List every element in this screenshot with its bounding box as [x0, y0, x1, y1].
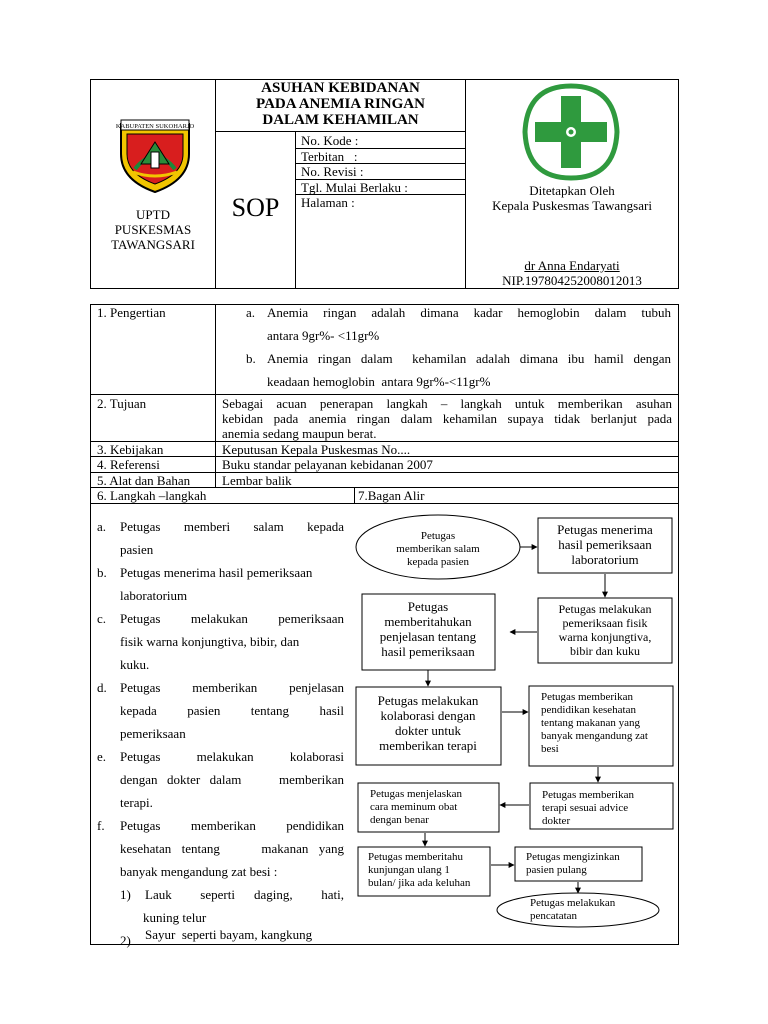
substep-2-marker: 2): [120, 933, 131, 948]
pengertian-item-a-line-1: Anemia ringan adalah dimana kadar hemoglobin dalam tubuh: [267, 305, 671, 320]
unit-line-3: TAWANGSARI: [111, 237, 195, 252]
flow-n10-line-1: Petugas mengizinkan: [526, 851, 620, 863]
step-c-line-3: kuku.: [120, 657, 150, 672]
flow-n5-line-1: Petugas melakukan: [377, 693, 479, 708]
flow-n8-line-2: cara meminum obat: [370, 801, 458, 813]
flow-n2-line-2: hasil pemeriksaan: [558, 537, 652, 552]
meta-field-revisi: No. Revisi :: [301, 164, 364, 179]
approver-name: dr Anna Endaryati: [524, 258, 620, 273]
label-langkah: 6. Langkah –langkah: [97, 488, 207, 503]
flow-n1-line-2: memberikan salam: [396, 543, 480, 555]
flow-n7-line-1: Petugas memberikan: [542, 789, 634, 801]
step-f-line-2: kesehatan tentang makanan yang: [120, 841, 344, 856]
sop-divider: [295, 131, 296, 289]
tujuan-line-2: kebidan pada anemia ringan dalam kehamilan supaya tidak berlanjut pada: [222, 411, 672, 426]
meta-field-tgl: Tgl. Mulai Berlaku :: [301, 180, 408, 195]
step-e-line-1: Petugas melakukan kolaborasi: [120, 749, 344, 764]
pengertian-item-a-line-2: antara 9gr%- <11gr%: [267, 328, 380, 343]
puskesmas-logo: [519, 82, 623, 182]
sop-label: SOP: [231, 193, 280, 222]
substep-1-marker: 1): [120, 887, 131, 902]
flow-n7-line-2: terapi sesuai advice: [542, 802, 629, 814]
flow-n9-line-2: kunjungan ulang 1: [368, 864, 450, 876]
step-a-line-1: Petugas memberi salam kepada: [120, 519, 344, 534]
flow-n6-line-5: besi: [541, 743, 559, 755]
flow-n5-line-3: dokter untuk: [394, 723, 462, 738]
page-title: [216, 80, 465, 128]
step-d-marker: d.: [97, 680, 107, 695]
unit-line-2: PUSKESMAS: [114, 222, 192, 237]
kebijakan-value: Keputusan Kepala Puskesmas No....: [222, 442, 411, 457]
flow-n6-line-1: Petugas memberikan: [541, 691, 633, 703]
label-col-divider: [215, 304, 216, 488]
flow-n9-line-1: Petugas memberitahu: [368, 851, 464, 863]
row-line-1: [90, 394, 679, 395]
meta-field-halaman: Halaman :: [301, 195, 355, 210]
step-c-line-1: Petugas melakukan pemeriksaan: [120, 611, 344, 626]
approval-line-2: Kepala Puskesmas Tawangsari: [492, 198, 652, 213]
pengertian-marker-a: a.: [246, 305, 256, 320]
flow-n4-line-2: memberitahukan: [384, 614, 472, 629]
flow-n4-line-3: penjelasan tentang: [379, 629, 477, 644]
flow-n1-line-3: kepada pasien: [407, 556, 469, 568]
title-line-1: ASUHAN KEBIDANAN: [261, 80, 420, 96]
flow-n9-line-3: bulan/ jika ada keluhan: [368, 877, 471, 889]
title-line-2: PADA ANEMIA RINGAN: [256, 96, 425, 112]
flow-n2-line-1: Petugas menerima: [557, 522, 653, 537]
flow-n6-line-2: pendidikan kesehatan: [541, 704, 636, 716]
approval-line-1: Ditetapkan Oleh: [529, 183, 615, 198]
substep-1-line-1: Lauk seperti daging, hati,: [145, 887, 344, 902]
step-b-marker: b.: [97, 565, 107, 580]
pengertian-item-b-line-2: keadaan hemoglobin antara 9gr%-<11gr%: [267, 374, 491, 389]
label-alat: 5. Alat dan Bahan: [97, 473, 191, 488]
step-e-line-3: terapi.: [120, 795, 153, 810]
flow-n3-line-4: bibir dan kuku: [570, 644, 640, 658]
step-f-line-3: banyak mengandung zat besi :: [120, 864, 278, 879]
label-tujuan: 2. Tujuan: [97, 396, 147, 411]
substep-2-line-1: Sayur seperti bayam, kangkung: [145, 927, 313, 942]
flow-n4-line-4: hasil pemeriksaan: [381, 644, 475, 659]
title-divider: [215, 131, 465, 132]
step-a-line-2: pasien: [120, 542, 154, 557]
logo-banner: KABUPATEN SUKOHARJO: [115, 123, 195, 130]
pengertian-marker-b: b.: [246, 351, 256, 366]
flow-n6-line-4: banyak mengandung zat: [541, 730, 648, 742]
flow-n10-line-2: pasien pulang: [526, 864, 587, 876]
flow-n3-line-2: pemeriksaan fisik: [562, 616, 648, 630]
meta-field-terbitan: Terbitan :: [301, 149, 358, 164]
step-e-line-2: dengan dokter dalam memberikan: [120, 772, 344, 787]
tujuan-line-3: anemia sedang maupun berat.: [222, 426, 377, 441]
flow-n3-line-3: warna konjungtiva,: [558, 630, 652, 644]
step-c-line-2: fisik warna konjungtiva, bibir, dan: [120, 634, 300, 649]
flow-n4-line-1: Petugas: [407, 599, 449, 614]
step-b-line-1: Petugas menerima hasil pemeriksaan: [120, 565, 313, 580]
substep-1-line-2: kuning telur: [143, 910, 207, 925]
meta-field-kode: No. Kode :: [301, 133, 359, 148]
approver-nip: NIP.197804252008012013: [502, 273, 642, 288]
label-bagan-alir: 7.Bagan Alir: [358, 488, 425, 503]
referensi-value: Buku standar pelayanan kebidanan 2007: [222, 457, 433, 472]
step-d-line-1: Petugas memberikan penjelasan: [120, 680, 344, 695]
title-line-3: DALAM KEHAMILAN: [262, 112, 419, 128]
step-b-line-2: laboratorium: [120, 588, 188, 603]
unit-name: [91, 207, 215, 252]
label-referensi: 4. Referensi: [97, 457, 160, 472]
flow-n11-line-1: Petugas melakukan: [530, 897, 616, 909]
pengertian-item-b-line-1: Anemia ringan dalam kehamilan adalah dimana ibu hamil dengan: [267, 351, 671, 366]
flow-n1-line-1: Petugas: [420, 530, 456, 542]
flow-n11-line-2: pencatatan: [530, 910, 578, 922]
step-f-marker: f.: [97, 818, 105, 833]
flow-n7-line-3: dokter: [542, 815, 571, 827]
step-a-marker: a.: [97, 519, 107, 534]
step-f-line-1: Petugas memberikan pendidikan: [120, 818, 344, 833]
flow-n8-line-3: dengan benar: [370, 814, 429, 826]
step-d-line-3: pemeriksaan: [120, 726, 186, 741]
step-e-marker: e.: [97, 749, 107, 764]
tujuan-line-1: Sebagai acuan penerapan langkah – langkah untuk memberikan asuhan: [222, 396, 672, 411]
unit-line-1: UPTD: [136, 207, 170, 222]
flow-n5-line-4: memberikan terapi: [379, 738, 477, 753]
flow-n6-line-3: tentang makanan yang: [541, 717, 640, 729]
regency-logo: [115, 114, 195, 194]
flow-n5-line-2: kolaborasi dengan: [380, 708, 476, 723]
label-pengertian: 1. Pengertian: [97, 305, 166, 320]
flow-n3-line-1: Petugas melakukan: [558, 602, 652, 616]
flow-n2-line-3: laboratorium: [571, 552, 639, 567]
approval-set-by: [466, 183, 678, 213]
steps-col-divider: [354, 487, 355, 503]
step-c-marker: c.: [97, 611, 107, 626]
label-kebijakan: 3. Kebijakan: [97, 442, 164, 457]
flowchart: [355, 504, 678, 944]
step-d-line-2: kepada pasien tentang hasil: [120, 703, 344, 718]
alat-value: Lembar balik: [222, 473, 292, 488]
flow-n8-line-1: Petugas menjelaskan: [370, 788, 462, 800]
